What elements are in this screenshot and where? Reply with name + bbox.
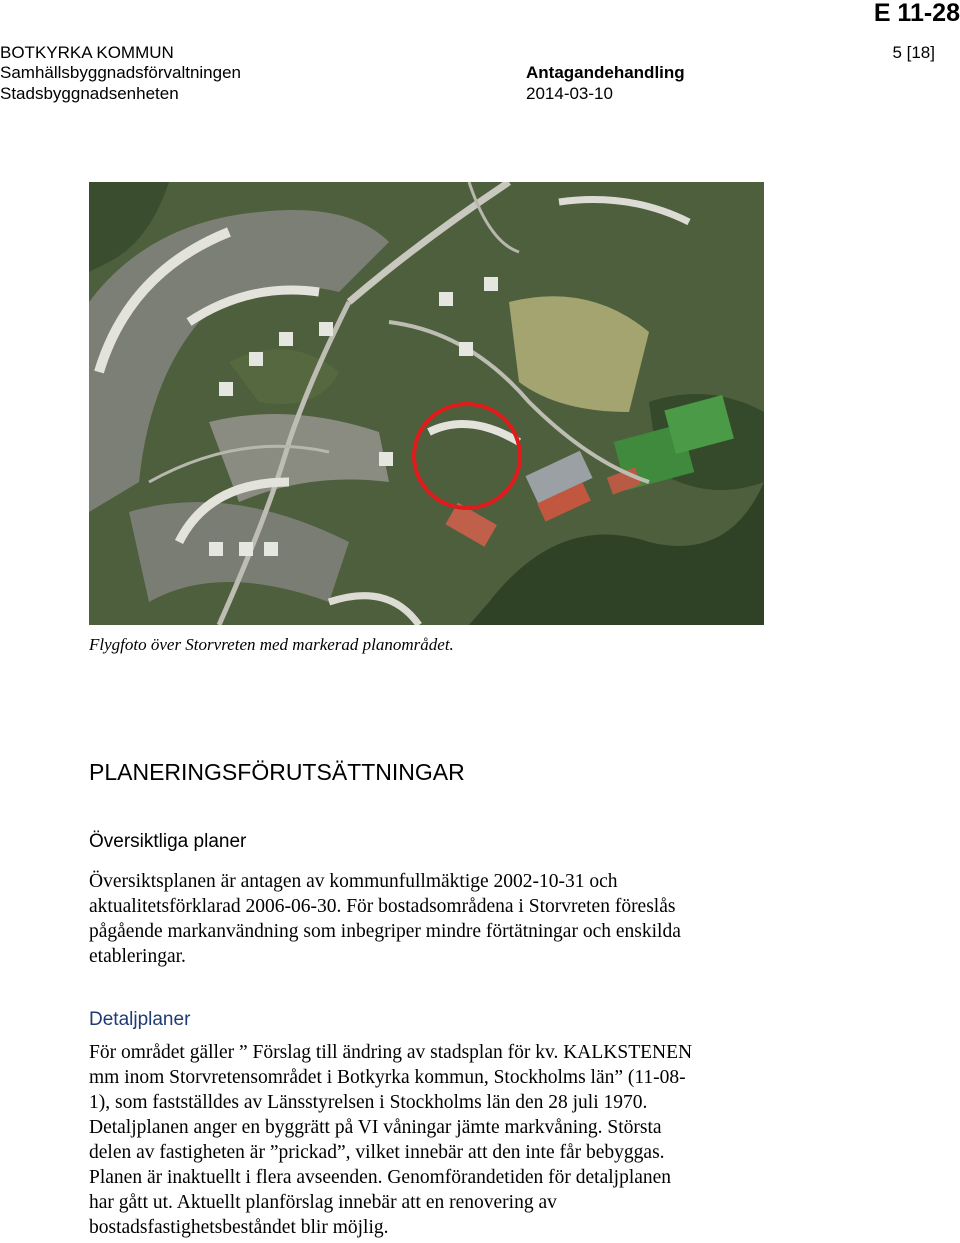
- organization-name: BOTKYRKA KOMMUN: [0, 43, 174, 62]
- department-name: Samhällsbyggnadsförvaltningen: [0, 63, 241, 82]
- heading-oversiktliga-planer: Översiktliga planer: [89, 831, 247, 852]
- paragraph-line: etableringar.: [89, 946, 186, 967]
- section-title: PLANERINGSFÖRUTSÄTTNINGAR: [89, 759, 465, 785]
- page-number: 5 [18]: [892, 43, 935, 62]
- paragraph-line: mm inom Storvretensområdet i Botkyrka kommun, Stockholms län” (11-08-: [89, 1067, 686, 1088]
- heading-detaljplaner: Detaljplaner: [89, 1009, 191, 1030]
- unit-name: Stadsbyggnadsenheten: [0, 84, 179, 103]
- paragraph-line: Planen är inaktuellt i flera avseenden. Genomförandetiden för detaljplanen: [89, 1167, 672, 1188]
- aerial-photo: [89, 182, 764, 625]
- plan-area-marker: [414, 404, 520, 508]
- case-number: E 11-28: [873, 0, 960, 27]
- paragraph-line: aktualitetsförklarad 2006-06-30. För bostadsområdena i Storvreten föreslås: [89, 896, 676, 917]
- paragraph-line: delen av fastigheten är ”prickad”, vilket innebär att den inte får bebyggas.: [89, 1142, 665, 1163]
- document-type: Antagandehandling: [526, 63, 685, 82]
- paragraph-line: Översiktsplanen är antagen av kommunfullmäktige 2002-10-31 och: [89, 871, 618, 892]
- paragraph-line: pågående markanvändning som inbegriper mindre förtätningar och enskilda: [89, 921, 681, 942]
- photo-caption: Flygfoto över Storvreten med markerad planområdet.: [89, 635, 454, 654]
- paragraph-line: har gått ut. Aktuellt planförslag innebär att en renovering av: [89, 1192, 557, 1213]
- document-date: 2014-03-10: [526, 84, 613, 103]
- paragraph-line: 1), som fastställdes av Länsstyrelsen i Stockholms län den 28 juli 1970.: [89, 1092, 648, 1113]
- paragraph-line: För området gäller ” Förslag till ändring av stadsplan för kv. KALKSTENEN: [89, 1042, 693, 1063]
- plan-area-marker-layer: [89, 182, 764, 625]
- paragraph-detaljplaner: [89, 1040, 849, 1240]
- paragraph-line: bostadsfastighetsbeståndet blir möjlig.: [89, 1217, 389, 1238]
- paragraph-oversiktliga-planer: [89, 869, 849, 969]
- paragraph-line: Detaljplanen anger en byggrätt på VI våningar jämte markvåning. Största: [89, 1117, 662, 1138]
